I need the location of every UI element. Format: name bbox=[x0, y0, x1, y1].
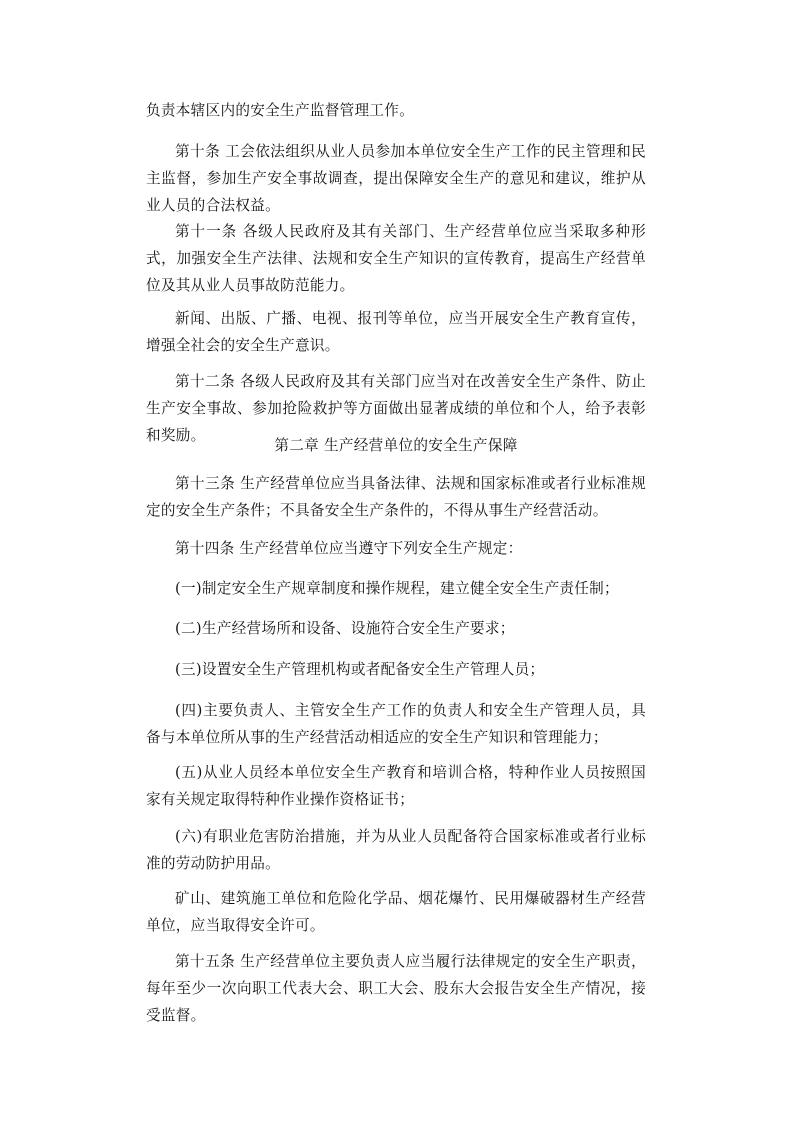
paragraph-media: 新闻、出版、广播、电视、报刊等单位，应当开展安全生产教育宣传，增强全社会的安全生产意识。 bbox=[146, 310, 646, 354]
article-14: 第十四条 生产经营单位应当遵守下列安全生产规定： bbox=[175, 540, 523, 557]
article-15: 第十五条 生产经营单位主要负责人应当履行法律规定的安全生产职责，每年至少一次向职工代表大会、职工大会、股东大会报告安全生产情况，接受监督。 bbox=[146, 953, 646, 1024]
list-item-3: (三)设置安全生产管理机构或者配备安全生产管理人员； bbox=[175, 661, 545, 678]
list-item-1: (一)制定安全生产规章制度和操作规程，建立健全安全生产责任制； bbox=[175, 580, 619, 597]
list-item-6: (六)有职业危害防治措施，并为从业人员配备符合国家标准或者行业标准的劳动防护用品。 bbox=[146, 828, 646, 872]
article-12: 第十二条 各级人民政府及其有关部门应当对在改善安全生产条件、防止生产安全事故、参加抢险救护等方面做出显著成绩的单位和个人，给予表彰和奖励。 bbox=[146, 373, 646, 444]
list-item-2: (二)生产经营场所和设备、设施符合安全生产要求； bbox=[175, 620, 515, 637]
list-item-5: (五)从业人员经本单位安全生产教育和培训合格，特种作业人员按照国家有关规定取得特种作业操作资格证书； bbox=[146, 764, 646, 808]
list-item-4: (四)主要负责人、主管安全生产工作的负责人和安全生产管理人员，具备与本单位所从事的生产经营活动相适应的安全生产知识和管理能力； bbox=[146, 702, 646, 746]
paragraph-licensing: 矿山、建筑施工单位和危险化学品、烟花爆竹、民用爆破器材生产经营单位，应当取得安全许可。 bbox=[146, 890, 646, 934]
chapter-heading: 第二章 生产经营单位的安全生产保障 bbox=[274, 437, 518, 454]
article-13: 第十三条 生产经营单位应当具备法律、法规和国家标准或者行业标准规定的安全生产条件；不具备安全生产条件的，不得从事生产经营活动。 bbox=[146, 475, 646, 519]
article-11: 第十一条 各级人民政府及其有关部门、生产经营单位应当采取多种形式，加强安全生产法律、法规和安全生产知识的宣传教育，提高生产经营单位及其从业人员事故防范能力。 bbox=[146, 223, 646, 294]
article-10: 第十条 工会依法组织从业人员参加本单位安全生产工作的民主管理和民主监督，参加生产安全事故调查，提出保障安全生产的意见和建议，维护从业人员的合法权益。 bbox=[146, 143, 646, 214]
paragraph-continuation: 负责本辖区内的安全生产监督管理工作。 bbox=[146, 102, 415, 119]
